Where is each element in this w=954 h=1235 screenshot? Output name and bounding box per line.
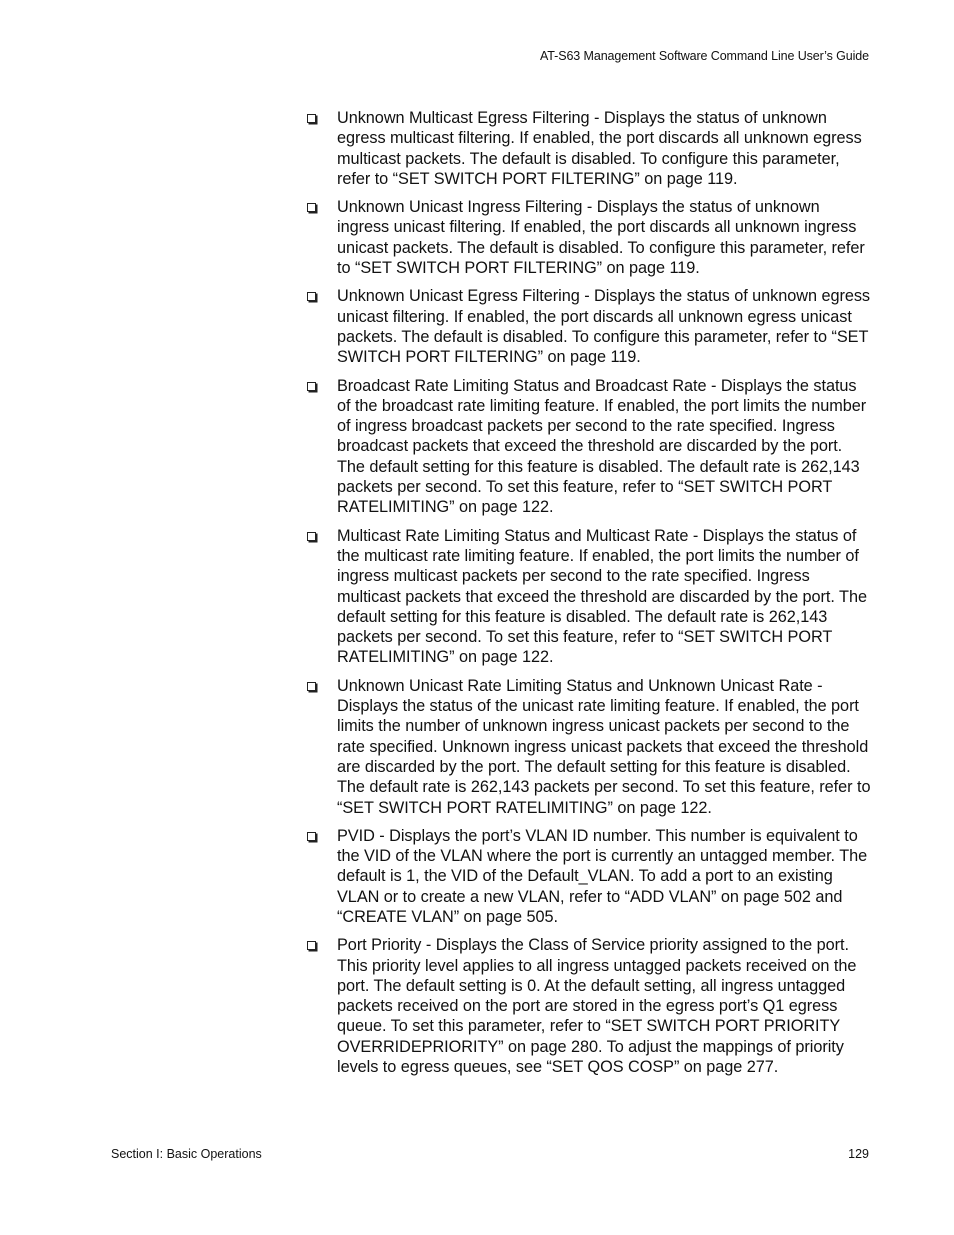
list-item-text: Unknown Unicast Ingress Filtering - Displays the status of unknown ingress unicast filtering. If enabled, the port discards all unknown ingress unicast packets. The default is disabled. To configure this parameter, refer to “SET SWITCH PORT FILTERING” on page 119. — [337, 198, 865, 278]
checkbox-bullet-icon — [305, 526, 337, 546]
checkbox-bullet-icon — [305, 935, 337, 955]
checkbox-bullet-icon — [305, 197, 337, 217]
checkbox-bullet-icon — [305, 676, 337, 696]
page-number: 129 — [848, 1147, 869, 1161]
list-item — [305, 826, 871, 927]
list-item-text: Broadcast Rate Limiting Status and Broadcast Rate - Displays the status of the broadcast rate limiting feature. If enabled, the port limits the number of ingress broadcast packets per second to the rate specified. Ingress broadcast packets that exceed the threshold are discarded by the port. The default setting for this feature is disabled. The default rate is 262,143 packets per second. To set this feature, refer to “SET SWITCH PORT RATELIMITING” on page 122. — [337, 376, 867, 517]
list-item — [305, 197, 871, 278]
checkbox-bullet-icon — [305, 286, 337, 306]
checkbox-bullet-icon — [305, 108, 337, 128]
list-item-text: PVID - Displays the port’s VLAN ID number. This number is equivalent to the VID of the VLAN where the port is currently an untagged member. The default is 1, the VID of the Default_VLAN. To add a port to an existing VLAN or to create a new VLAN, refer to “ADD VLAN” on page 502 and “CREATE VLAN” on page 505. — [337, 826, 868, 926]
list-item-text: Unknown Unicast Egress Filtering - Displays the status of unknown egress unicast filtering. If enabled, the port discards all unknown egress unicast packets. The default is disabled. To configure this parameter, refer to “SET SWITCH PORT FILTERING” on page 119. — [337, 287, 871, 367]
list-item-text: Unknown Unicast Rate Limiting Status and Unknown Unicast Rate - Displays the status of the unicast rate limiting feature. If enabled, the port limits the number of unknown ingress unicast packets per second to the rate specified. Unknown ingress unicast packets that exceed the threshold are discarded by the port. The default setting for this feature is disabled. The default rate is 262,143 packets per second. To set this feature, refer to “SET SWITCH PORT RATELIMITING” on page 122. — [337, 676, 871, 817]
list-item — [305, 286, 871, 367]
footer-section-label: Section I: Basic Operations — [111, 1147, 262, 1161]
list-item — [305, 526, 871, 668]
list-item — [305, 376, 871, 518]
checkbox-bullet-icon — [305, 826, 337, 846]
checkbox-bullet-icon — [305, 376, 337, 396]
list-item-text: Port Priority - Displays the Class of Service priority assigned to the port. This priority level applies to all ingress untagged packets received on the port. The default setting is 0. At the default setting, all ingress untagged packets received on the port are stored in the egress port’s Q1 egress queue. To set this parameter, refer to “SET SWITCH PORT PRIORITY OVERRIDEPRIORITY” on page 280. To adjust the mappings of priority levels to egress queues, see “SET QOS COSP” on page 277. — [337, 936, 857, 1077]
bullet-list — [305, 108, 871, 1085]
list-item-text: Multicast Rate Limiting Status and Multicast Rate - Displays the status of the multicast rate limiting feature. If enabled, the port limits the number of ingress multicast packets per second to the rate specified. Ingress multicast packets that exceed the threshold are discarded by the port. The default setting for this feature is disabled. The default rate is 262,143 packets per second. To set this feature, refer to “SET SWITCH PORT RATELIMITING” on page 122. — [337, 526, 867, 667]
list-item — [305, 108, 871, 189]
list-item-text: Unknown Multicast Egress Filtering - Displays the status of unknown egress multicast filtering. If enabled, the port discards all unknown egress multicast packets. The default is disabled. To configure this parameter, refer to “SET SWITCH PORT FILTERING” on page 119. — [337, 109, 862, 188]
list-item — [305, 676, 871, 818]
running-header: AT-S63 Management Software Command Line User’s Guide — [540, 49, 869, 63]
list-item — [305, 935, 871, 1077]
